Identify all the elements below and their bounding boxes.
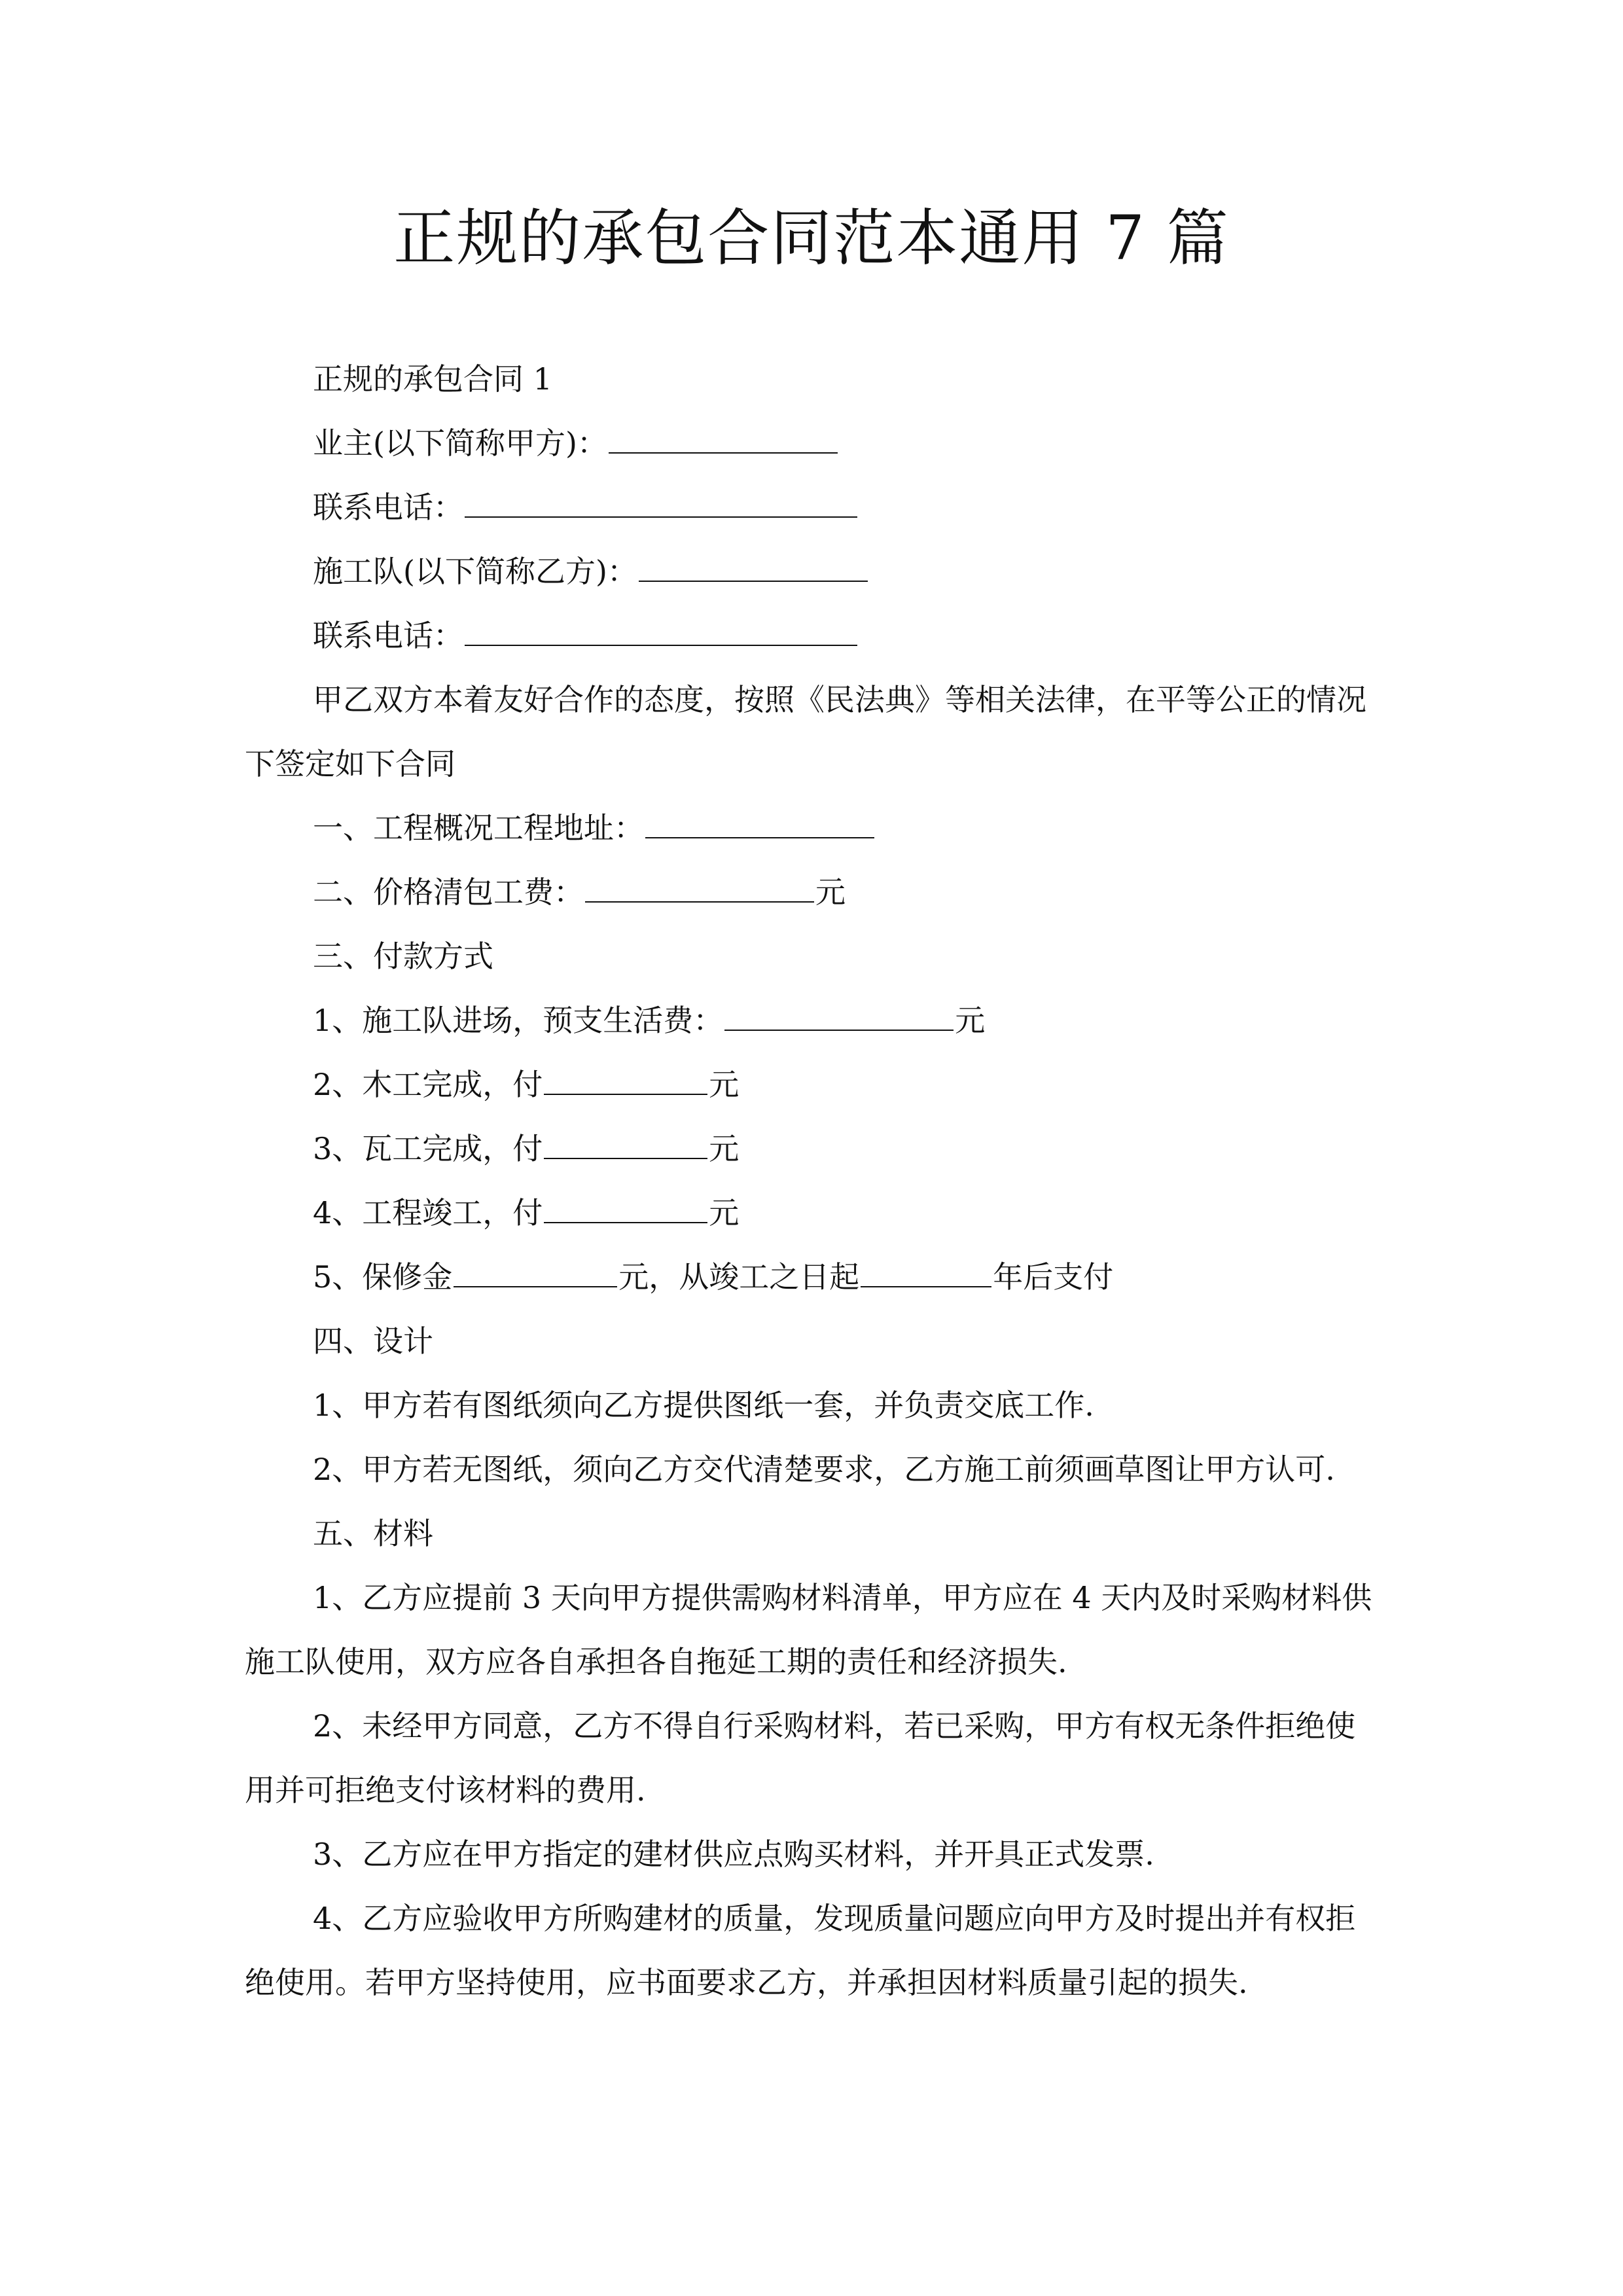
section-1-label: 一、工程概况工程地址： bbox=[313, 810, 644, 846]
section-2-unit: 元 bbox=[815, 874, 846, 910]
section-4-title: 四、设计 bbox=[313, 1323, 433, 1359]
payment-4-unit: 元 bbox=[709, 1195, 740, 1230]
payment-5-mid: 元，从竣工之日起 bbox=[618, 1259, 860, 1295]
payment-4-line bbox=[245, 1181, 1383, 1245]
section-2-label: 二、价格清包工费： bbox=[313, 874, 584, 910]
payment-3-blank bbox=[544, 1122, 707, 1159]
section-2-line bbox=[245, 860, 1383, 924]
team-phone-line bbox=[245, 603, 1383, 668]
owner-phone-label: 联系电话： bbox=[313, 490, 463, 525]
team-phone-label: 联系电话： bbox=[313, 618, 463, 653]
team-blank bbox=[639, 545, 868, 582]
owner-phone-line bbox=[245, 475, 1383, 539]
payment-1-line bbox=[245, 988, 1383, 1052]
owner-phone-blank bbox=[465, 481, 857, 518]
payment-5-line bbox=[245, 1245, 1383, 1309]
payment-1-unit: 元 bbox=[955, 1003, 986, 1038]
team-label: 施工队(以下简称乙方)： bbox=[313, 554, 637, 589]
owner-line bbox=[245, 411, 1383, 475]
payment-2-unit: 元 bbox=[709, 1067, 740, 1102]
section-5-title: 五、材料 bbox=[313, 1516, 433, 1551]
material-3-paragraph: 3、乙方应在甲方指定的建材供应点购买材料，并开具正式发票. bbox=[313, 1837, 1154, 1872]
payment-3-label: 3、瓦工完成，付 bbox=[313, 1131, 543, 1166]
material-1-paragraph: 1、乙方应提前 3 天向甲方提供需购材料清单，甲方应在 4 天内及时采购材料供施工队使用，双方应各自承担各自拖延工期的责任和经济损失. bbox=[245, 1580, 1372, 1679]
team-phone-blank bbox=[465, 609, 857, 646]
payment-2-label: 2、木工完成，付 bbox=[313, 1067, 543, 1102]
payment-3-unit: 元 bbox=[709, 1131, 740, 1166]
payment-4-blank bbox=[544, 1187, 707, 1223]
document-title: 正规的承包合同范本通用 7 篇 bbox=[393, 203, 1230, 274]
section-1-line bbox=[245, 796, 1383, 860]
intro-paragraph: 甲乙双方本着友好合作的态度，按照《民法典》等相关法律，在平等公正的情况下签定如下合同 bbox=[245, 682, 1366, 781]
payment-1-blank bbox=[724, 994, 954, 1031]
material-2-paragraph: 2、未经甲方同意，乙方不得自行采购材料，若已采购，甲方有权无条件拒绝使用并可拒绝支付该材料的费用. bbox=[245, 1708, 1356, 1808]
section-3-title: 三、付款方式 bbox=[313, 939, 493, 974]
owner-blank bbox=[609, 417, 838, 454]
payment-3-line bbox=[245, 1117, 1383, 1181]
payment-1-label: 1、施工队进场，预支生活费： bbox=[313, 1003, 724, 1038]
payment-5-tail: 年后支付 bbox=[993, 1259, 1114, 1295]
payment-2-blank bbox=[544, 1058, 707, 1095]
material-4-paragraph: 4、乙方应验收甲方所购建材的质量，发现质量问题应向甲方及时提出并有权拒绝使用。若甲方坚持使用，应书面要求乙方，并承担因材料质量引起的损失. bbox=[245, 1901, 1356, 2000]
labor-fee-blank bbox=[585, 866, 814, 903]
contract-body bbox=[245, 347, 1383, 2015]
payment-2-line bbox=[245, 1052, 1383, 1117]
payment-4-label: 4、工程竣工，付 bbox=[313, 1195, 543, 1230]
design-1-paragraph: 1、甲方若有图纸须向乙方提供图纸一套，并负责交底工作. bbox=[313, 1388, 1094, 1423]
design-2-paragraph: 2、甲方若无图纸，须向乙方交代清楚要求，乙方施工前须画草图让甲方认可. bbox=[313, 1452, 1335, 1487]
team-line bbox=[245, 539, 1383, 603]
warranty-amount-blank bbox=[454, 1251, 617, 1287]
warranty-years-blank bbox=[861, 1251, 991, 1287]
payment-5-label: 5、保修金 bbox=[313, 1259, 453, 1295]
contract-heading: 正规的承包合同 1 bbox=[313, 361, 552, 397]
address-blank bbox=[645, 802, 874, 838]
owner-label: 业主(以下简称甲方)： bbox=[313, 425, 607, 461]
